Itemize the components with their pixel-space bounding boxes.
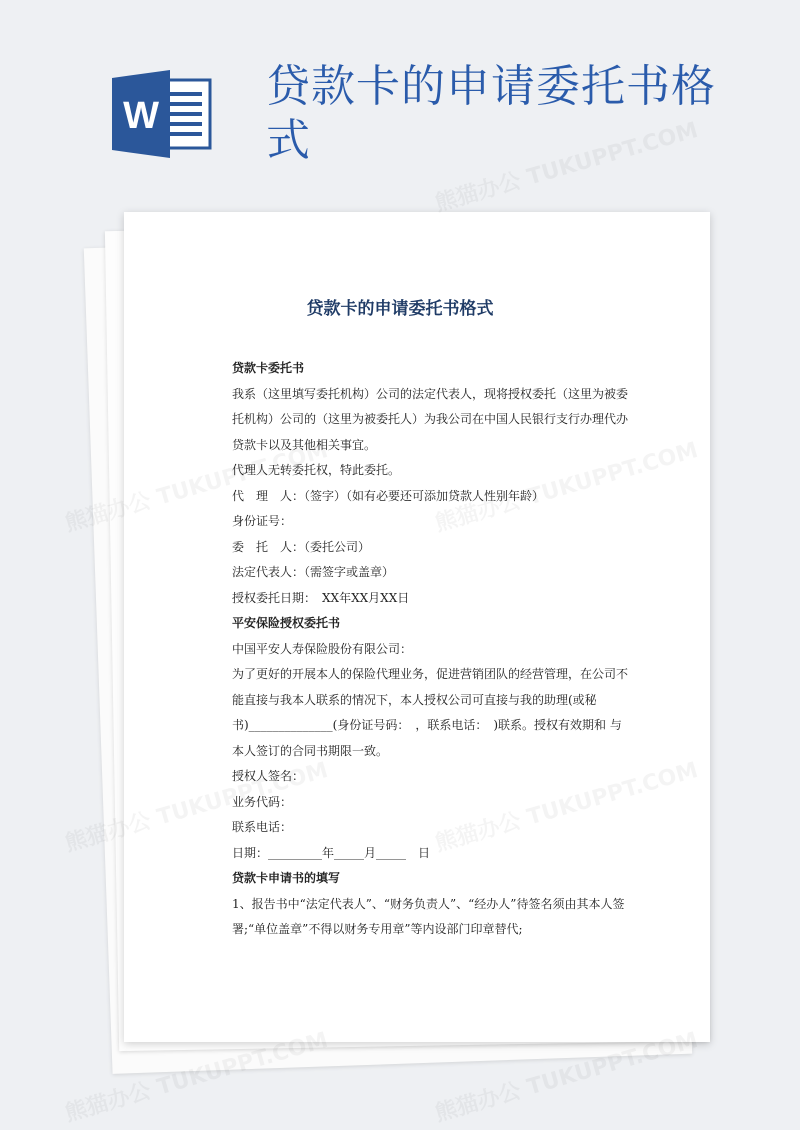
- paragraph: 法定代表人：（需签字或盖章）: [232, 565, 395, 579]
- page-title: 贷款卡的申请委托书格式: [266, 61, 716, 166]
- paragraph: 中国平安人寿保险股份有限公司：: [232, 641, 413, 656]
- paragraph: 为了更好的开展本人的保险代理业务，促进营销团队的经营管理，在公司不能直接与我本人联系的情况下，本人授权公司可直接与我的助理(或秘书)______________(身份证号码： ，联系电话： )联系。授权有效期和 与本人签订的合同书期限一致。: [232, 667, 629, 758]
- section-heading: 贷款卡申请书的填写: [232, 871, 341, 885]
- section-heading: 贷款卡委托书: [232, 361, 305, 375]
- paragraph: 委 托 人：（委托公司）: [232, 539, 371, 554]
- document-title: 贷款卡的申请委托书格式: [306, 299, 494, 319]
- paragraph: 我系（这里填写委托机构）公司的法定代表人，现将授权委托（这里为被委托机构）公司的（这里为被委托人）为我公司在中国人民银行支行办理代办贷款卡以及其他相关事宜。: [232, 386, 629, 452]
- paragraph: 身份证号：: [232, 514, 293, 528]
- paragraph: 联系电话：: [232, 820, 293, 834]
- paragraph: 业务代码：: [232, 794, 293, 809]
- section-heading: 平安保险授权委托书: [232, 616, 341, 630]
- svg-text:W: W: [123, 95, 159, 137]
- paragraph: 日期：_________年_____月_____ 日: [232, 845, 431, 860]
- paragraph: 授权人签名：: [232, 769, 305, 783]
- paragraph: 授权委托日期： XX年XX月XX日: [232, 590, 410, 605]
- paragraph: 代 理 人：（签字）（如有必要还可添加贷款人性别年龄）: [232, 488, 545, 503]
- document-body: [210, 356, 630, 943]
- paragraph: 1、报告书中“法定代表人”、“财务负责人”、“经办人”待签名须由其本人签署;“单位盖章”不得以财务专用章”等内设部门印章替代;: [232, 896, 625, 936]
- paragraph: 代理人无转委托权，特此委托。: [232, 463, 401, 477]
- word-document-icon: [112, 70, 212, 158]
